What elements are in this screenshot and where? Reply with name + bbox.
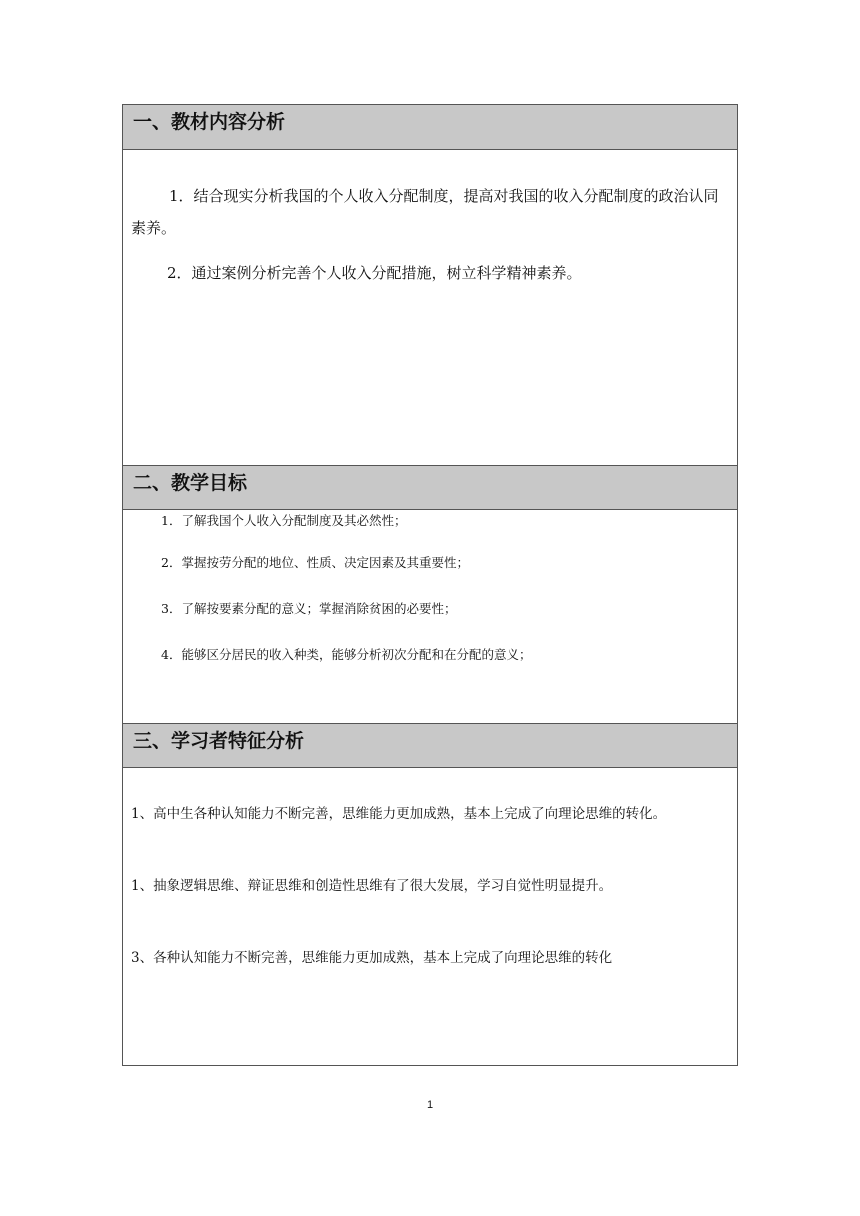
list-item: 3．了解按要素分配的意义；掌握消除贫困的必要性； bbox=[161, 601, 457, 616]
section-body-teaching-objectives bbox=[123, 510, 737, 723]
page-number: 1 bbox=[426, 1099, 434, 1111]
paragraph: 1．结合现实分析我国的个人收入分配制度，提高对我国的收入分配制度的政治认同素养。 bbox=[131, 187, 719, 237]
list-item: 1．了解我国个人收入分配制度及其必然性； bbox=[161, 513, 407, 528]
section-body-learner-analysis bbox=[123, 768, 737, 1065]
lesson-plan-table bbox=[122, 104, 738, 1066]
section-heading-learner-analysis: 三、学习者特征分析 bbox=[123, 723, 737, 768]
section-heading-teaching-objectives: 二、教学目标 bbox=[123, 465, 737, 510]
list-item: 1、抽象逻辑思维、辩证思维和创造性思维有了很大发展，学习自觉性明显提升。 bbox=[131, 878, 613, 894]
section-heading-textbook-analysis: 一、教材内容分析 bbox=[123, 105, 737, 150]
section-body-textbook-analysis bbox=[123, 150, 737, 465]
list-item: 3、各种认知能力不断完善，思维能力更加成熟，基本上完成了向理论思维的转化 bbox=[131, 950, 613, 966]
list-item: 2．掌握按劳分配的地位、性质、决定因素及其重要性； bbox=[161, 555, 469, 570]
list-item: 1、高中生各种认知能力不断完善，思维能力更加成熟，基本上完成了向理论思维的转化。 bbox=[131, 806, 667, 822]
paragraph: 2．通过案例分析完善个人收入分配措施，树立科学精神素养。 bbox=[167, 264, 582, 282]
list-item: 4．能够区分居民的收入种类，能够分析初次分配和在分配的意义； bbox=[161, 647, 532, 662]
